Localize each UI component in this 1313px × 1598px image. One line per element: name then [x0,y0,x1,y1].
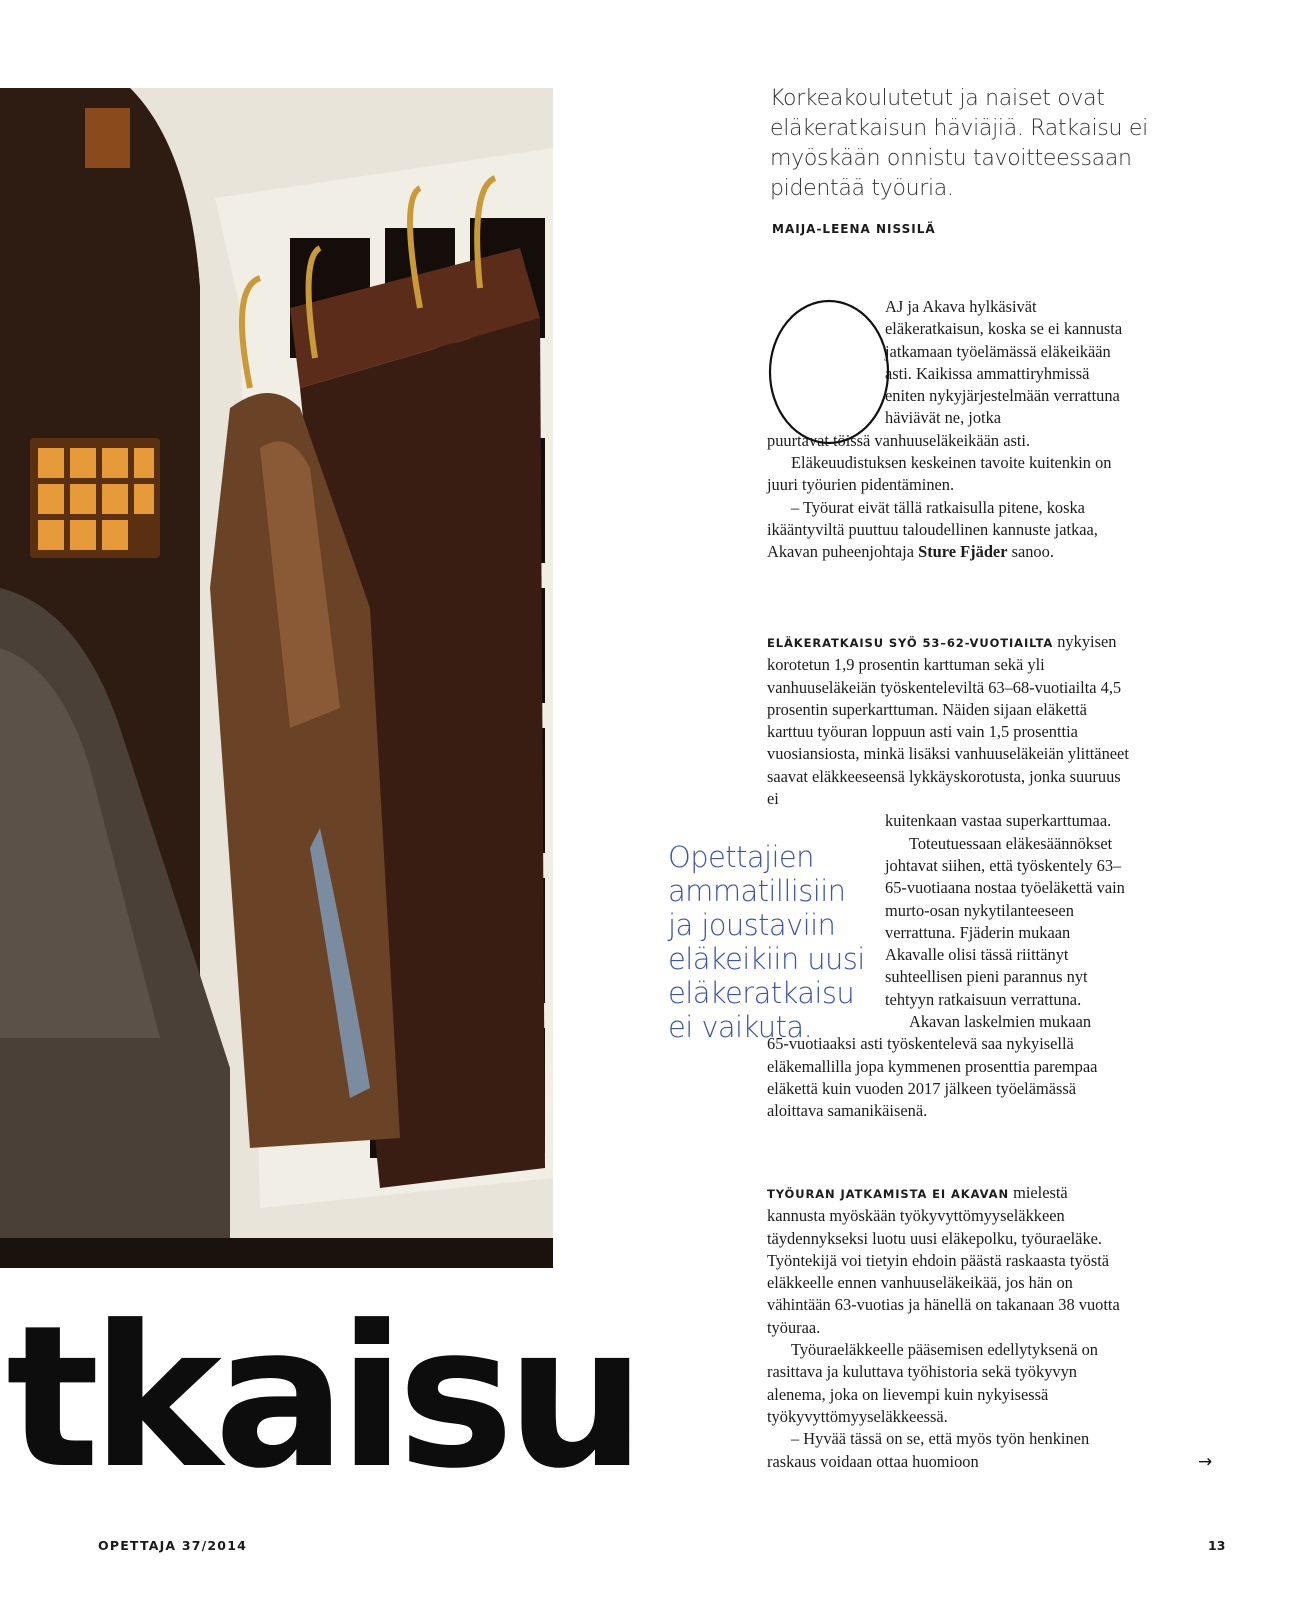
pull-quote: Opettajien ammatillisiin ja joustaviin eläkeikiin uusi eläkeratkaisu ei vaikuta. [668,840,865,1044]
publication-folio: OPETTAJA 37/2014 [98,1538,247,1553]
continue-arrow-icon: → [1198,1452,1213,1472]
body-paragraph-6-start: Akavan laskelmien mukaan [909,1012,1092,1032]
coat-rack-photo [0,88,553,1268]
subheading-1: ELÄKERATKAISU SYÖ 53–62-VUOTIAILTA [767,636,1054,650]
quoted-person: Sture Fjäder [918,542,1008,562]
body-paragraph-2: Eläkeuudistuksen keskeinen tavoite kuitenkin on juuri työurien pidentäminen. [767,453,1112,495]
headline-fragment: tkaisu [6,1284,638,1512]
body-paragraph-4: ELÄKERATKAISU SYÖ 53–62-VUOTIAILTA nykyisen korotetun 1,9 prosentin karttuman sekä yli vanhuuseläkeiän työskenteleviltä 63–68-vuotiailta 4,5 prosentin superkarttuman. Näiden sijaan eläkettä karttuu työuran loppuun asti vain 1,5 prosenttia vuosiansiosta, minkä lisäksi vanhuuseläkeiän ylittäneet saavat eläkkeeseensä lykkäyskorotusta, jonka suuruus ei [767,632,1129,809]
body-paragraph-5: Toteutuessaan eläkesäännökset johtavat siihen, että työskentely 63–65-vuotiaana nostaa työeläkettä vain murto-osan nykytilanteeseen verrattuna. Fjäderin mukaan Akavalle olisi tässä riittänyt suhteellisen pieni parannus nyt tehtyyn ratkaisuun verrattuna. [885,833,1125,1009]
body-paragraph-1-end: puurtavat töissä vanhuuseläkeikään asti. [767,430,1031,450]
page-number: 13 [1208,1538,1226,1553]
article-photo [0,88,553,1268]
body-paragraph-7: TYÖURAN JATKAMISTA EI AKAVAN mielestä kannusta myöskään työkyvyttömyyseläkkeen täydennykseksi luotu uusi eläkepolku, työuraeläke. Työntekijä voi tietyin ehdoin päästä raskaasta työstä eläkkeelle ennen vanhuuseläkeikää, jos hän on vähintään 63-vuotias ja hänellä on takanaan 38 vuotta työuraa. [767,1183,1120,1337]
subheading-2: TYÖURAN JATKAMISTA EI AKAVAN [767,1187,1009,1201]
body-text-bottom [767,1182,1130,1473]
byline: MAIJA-LEENA NISSILÄ [772,222,936,236]
body-paragraph-4-end: kuitenkaan vastaa superkarttumaa. [885,811,1112,831]
body-paragraph-9: – Hyvää tässä on se, että myös työn henkinen raskaus voidaan ottaa huomioon [767,1429,1090,1471]
body-paragraph-1-wrap: AJ ja Akava hylkäsivät eläkeratkaisun, koska se ei kannusta jatkamaan työelämässä eläkeikään asti. Kaikissa ammattiryhmissä eniten nykyjärjestelmään verrattuna häviävät ne, jotka [885,297,1123,428]
body-paragraph-6: 65-vuotiaaksi asti työskentelevä saa nykyisellä eläkemallilla jopa kymmenen prosenttia parempaa eläkettä kuin vuoden 2017 jälkeen työelämässä aloittava samanikäisenä. [767,1034,1098,1121]
body-text-top [767,296,1130,564]
lead-paragraph: Korkeakoulutetut ja naiset ovat eläkeratkaisun häviäjiä. Ratkaisu ei myöskään onnistu tavoitteessaan pidentää työuria. [770,86,1148,201]
body-paragraph-8: Työuraeläkkeelle pääsemisen edellytyksenä on rasittava ja kuluttava työhistoria sekä työkyvyn alenema, joka on lievempi kuin nykyisessä työkyvyttömyyseläkkeessä. [767,1340,1098,1426]
body-paragraph-3: – Työurat eivät tällä ratkaisulla pitene, koska ikääntyviltä puuttuu taloudellinen kannuste jatkaa, Akavan puheenjohtaja Sture Fjäder sanoo. [767,497,1098,562]
